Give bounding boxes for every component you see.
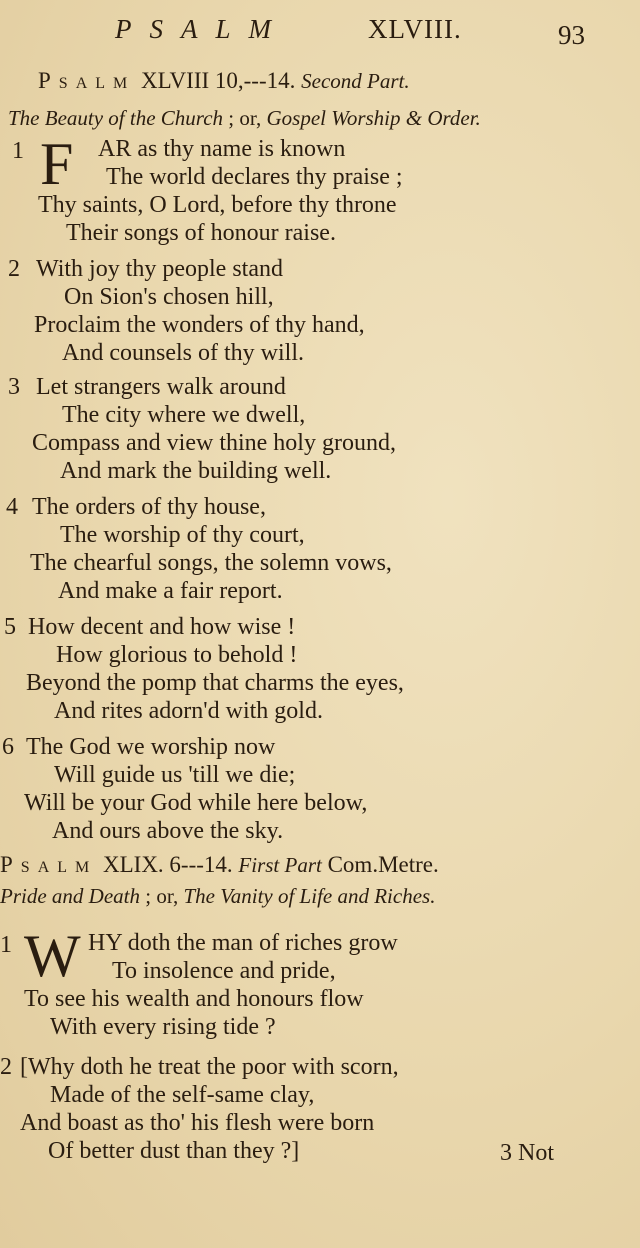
verse-line: On Sion's chosen hill, <box>64 284 274 310</box>
psalm-part: Second Part. <box>301 69 410 93</box>
page-number: 93 <box>558 20 585 50</box>
subtitle-or: ; or, <box>228 106 262 130</box>
psalm-heading <box>0 852 439 878</box>
psalm-reference: XLIX. 6---14. <box>103 852 233 877</box>
psalm-subtitle <box>0 884 435 909</box>
verse-line: Thy saints, O Lord, before thy throne <box>38 192 397 218</box>
verse-number: 3 <box>8 374 20 400</box>
subtitle-alt: The Vanity of Life and Riches. <box>183 884 436 908</box>
subtitle-or: ; or, <box>145 884 179 908</box>
drop-cap: W <box>24 923 81 989</box>
verse-line: Compass and view thine holy ground, <box>32 430 396 456</box>
drop-cap: F <box>40 131 74 197</box>
verse-line: To insolence and pride, <box>112 958 336 984</box>
verse-line: Will guide us 'till we die; <box>54 762 296 788</box>
verse-line: How glorious to behold ! <box>56 642 298 668</box>
verse-line: Of better dust than they ?] <box>48 1138 300 1164</box>
psalm-part: First Part <box>238 853 322 877</box>
verse-line: [Why doth he treat the poor with scorn, <box>20 1054 399 1080</box>
running-head-number: XLVIII. <box>368 14 462 44</box>
psalm-reference: XLVIII 10,---14. <box>141 68 296 93</box>
verse-line: Let strangers walk around <box>36 374 286 400</box>
verse-line: The orders of thy house, <box>32 494 266 520</box>
verse-line: And make a fair report. <box>58 578 283 604</box>
verse-number: 4 <box>6 494 18 520</box>
subtitle-main: Pride and Death <box>0 884 140 908</box>
psalm-heading <box>38 68 410 94</box>
verse-line: And ours above the sky. <box>52 818 284 844</box>
verse-line: With every rising tide ? <box>50 1014 276 1040</box>
verse-line: Proclaim the wonders of thy hand, <box>34 312 365 338</box>
verse-number: 1 <box>0 932 12 958</box>
verse-line: The chearful songs, the solemn vows, <box>30 550 392 576</box>
verse-line: And counsels of thy will. <box>62 340 304 366</box>
verse-number: 6 <box>2 734 14 760</box>
verse-line: And mark the building well. <box>60 458 332 484</box>
psalm-metre: Com.Metre. <box>327 852 439 877</box>
verse-line: The God we worship now <box>26 734 276 760</box>
verse-number: 2 <box>8 256 20 282</box>
subtitle-main: The Beauty of the Church <box>8 106 224 130</box>
running-head-title: PSALM <box>115 14 289 44</box>
verse-line: With joy thy people stand <box>36 256 283 282</box>
verse-line: The worship of thy court, <box>60 522 305 548</box>
verse-line: Made of the self-same clay, <box>50 1082 315 1108</box>
verse-number: 2 <box>0 1054 12 1080</box>
verse-line: Will be your God while here below, <box>24 790 368 816</box>
verse-line: HY doth the man of riches grow <box>88 930 398 956</box>
psalm-word: Psalm <box>38 68 136 93</box>
verse-number: 5 <box>4 614 16 640</box>
verse-line: And boast as tho' his flesh were born <box>20 1110 375 1136</box>
verse-line: To see his wealth and honours flow <box>24 986 364 1012</box>
psalm-word: Psalm <box>0 852 98 877</box>
verse-line: How decent and how wise ! <box>28 614 296 640</box>
verse-line: Their songs of honour raise. <box>66 220 336 246</box>
verse-number: 1 <box>12 138 24 164</box>
subtitle-alt: Gospel Worship & Order. <box>266 106 481 130</box>
verse-line: Beyond the pomp that charms the eyes, <box>26 670 404 696</box>
verse-line: The city where we dwell, <box>62 402 306 428</box>
verse-line: And rites adorn'd with gold. <box>54 698 323 724</box>
catchword: 3 Not <box>500 1140 554 1166</box>
verse-line: The world declares thy praise ; <box>106 164 403 190</box>
psalm-subtitle <box>8 106 481 131</box>
verse-line: AR as thy name is known <box>98 136 346 162</box>
